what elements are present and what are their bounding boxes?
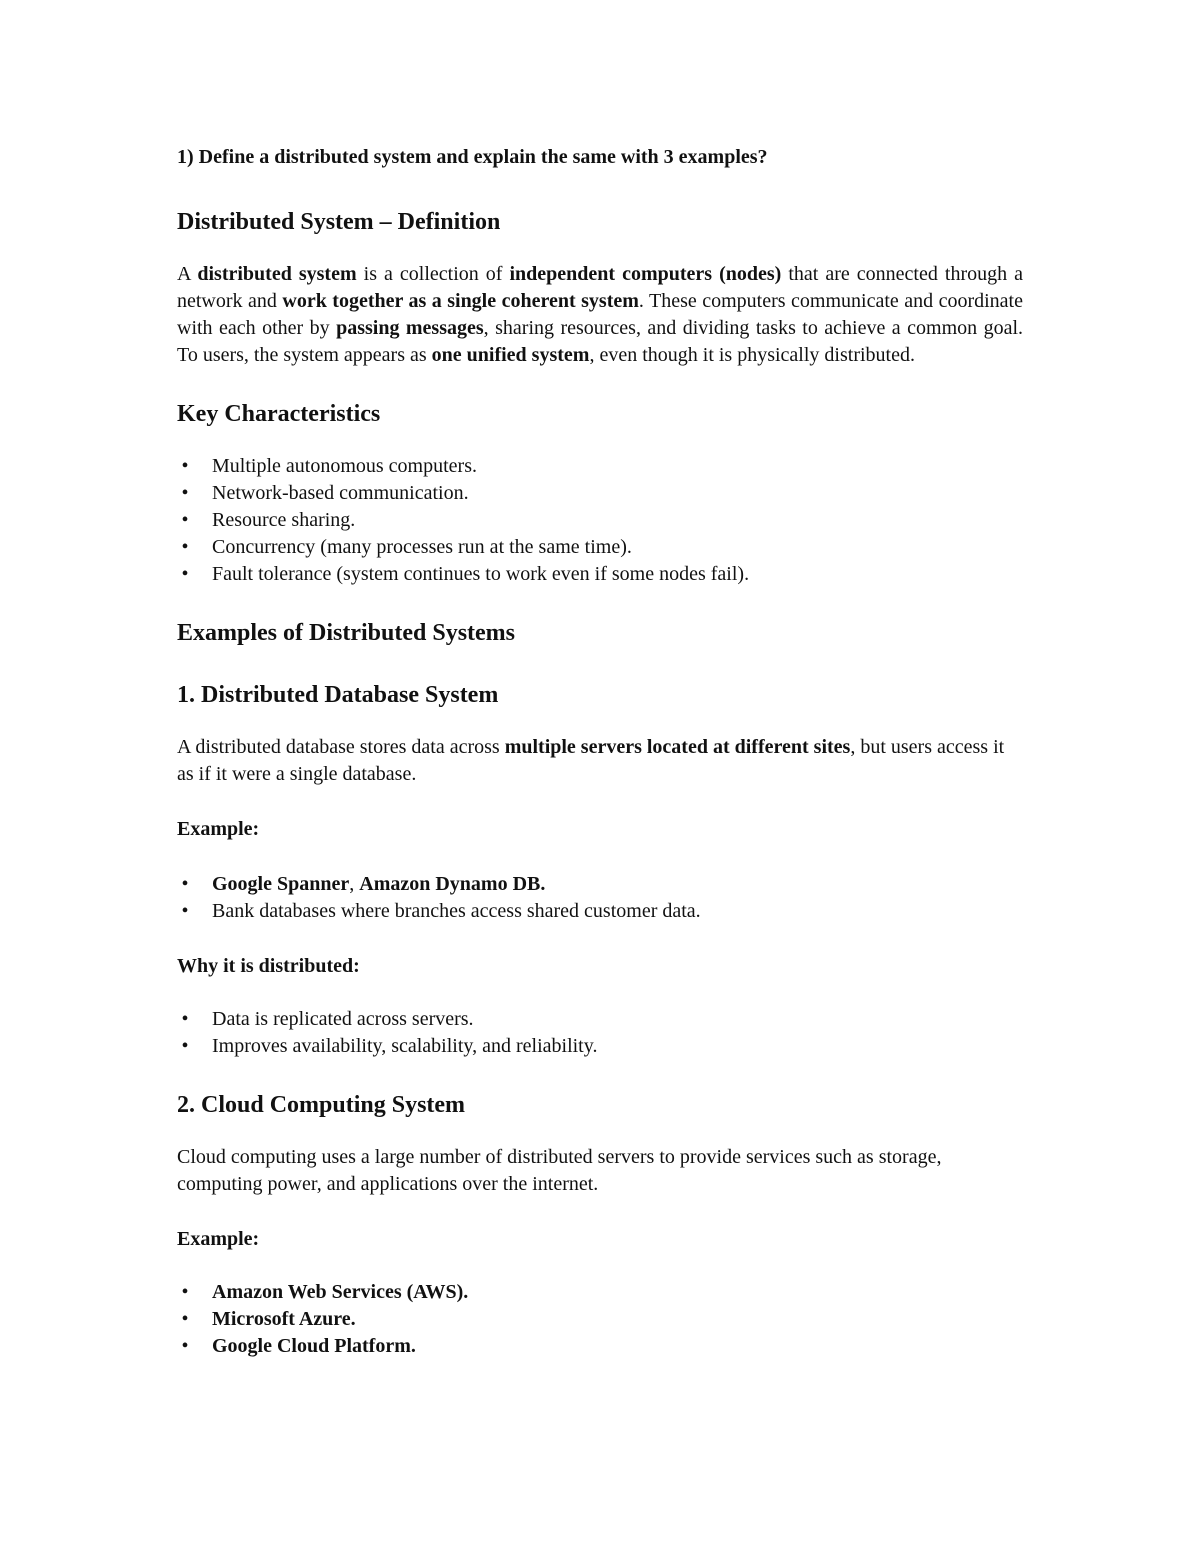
bullet-icon: • [181, 1308, 189, 1330]
list-item: • Bank databases where branches access shared customer data. [177, 898, 1023, 925]
bullet-icon: • [181, 482, 189, 504]
list-item: • Data is replicated across servers. [177, 1006, 1023, 1033]
example2-example-label: Example: [177, 1228, 260, 1250]
characteristics-list [177, 453, 1023, 588]
definition-paragraph: A distributed system is a collection of independent computers (nodes) that are connected through a network and work together as a single coherent system. These computers communicate and coordinate with each other by passing messages, sharing resources, and dividing tasks to achieve a common goal. To users, the system appears as one unified system, even though it is physically distributed. [177, 263, 1024, 366]
bullet-icon: • [181, 1035, 189, 1057]
bold-term: distributed system [197, 263, 357, 285]
bold-term: multiple servers located at different sites [504, 736, 851, 758]
bullet-icon: • [181, 1335, 189, 1357]
bullet-icon: • [181, 536, 189, 558]
list-item: • Multiple autonomous computers. [177, 453, 1023, 480]
bullet-icon: • [181, 455, 189, 477]
list-item: • Improves availability, scalability, and reliability. [177, 1033, 1023, 1060]
definition-heading: Distributed System – Definition [177, 209, 501, 235]
bold-term: independent computers (nodes) [509, 263, 782, 285]
example2-example-list [177, 1279, 1023, 1360]
list-item: • Concurrency (many processes run at the same time). [177, 534, 1023, 561]
bold-term: work together as a single coherent system [282, 290, 639, 312]
example1-heading: 1. Distributed Database System [177, 682, 499, 708]
bullet-icon: • [181, 900, 189, 922]
characteristics-heading: Key Characteristics [177, 401, 381, 427]
bullet-icon: • [181, 563, 189, 585]
examples-heading: Examples of Distributed Systems [177, 620, 516, 646]
example1-example-list [177, 871, 1023, 925]
list-item: • Resource sharing. [177, 507, 1023, 534]
example2-paragraph: Cloud computing uses a large number of distributed servers to provide services such as storage, computing power, and applications over the internet. [177, 1146, 942, 1195]
list-item: • Microsoft Azure. [177, 1306, 1023, 1333]
example1-why-label: Why it is distributed: [177, 955, 360, 977]
list-item: • Network-based communication. [177, 480, 1023, 507]
list-item: • Google Cloud Platform. [177, 1333, 1023, 1360]
question-heading: 1) Define a distributed system and explain the same with 3 examples? [177, 146, 768, 168]
example1-why-list [177, 1006, 1023, 1060]
bold-term: passing messages [336, 317, 484, 339]
example2-heading: 2. Cloud Computing System [177, 1092, 466, 1118]
list-item: • Amazon Web Services (AWS). [177, 1279, 1023, 1306]
bullet-icon: • [181, 509, 189, 531]
list-item: • Google Spanner, Amazon Dynamo DB. [177, 871, 1023, 898]
bullet-icon: • [181, 1008, 189, 1030]
bullet-icon: • [181, 873, 189, 895]
example1-example-label: Example: [177, 818, 260, 840]
list-item: • Fault tolerance (system continues to work even if some nodes fail). [177, 561, 1023, 588]
document-page [177, 140, 1023, 1360]
bullet-icon: • [181, 1281, 189, 1303]
example1-paragraph: A distributed database stores data across multiple servers located at different sites, but users access it as if it were a single database. [177, 736, 1005, 785]
bold-term: one unified system [431, 344, 590, 366]
